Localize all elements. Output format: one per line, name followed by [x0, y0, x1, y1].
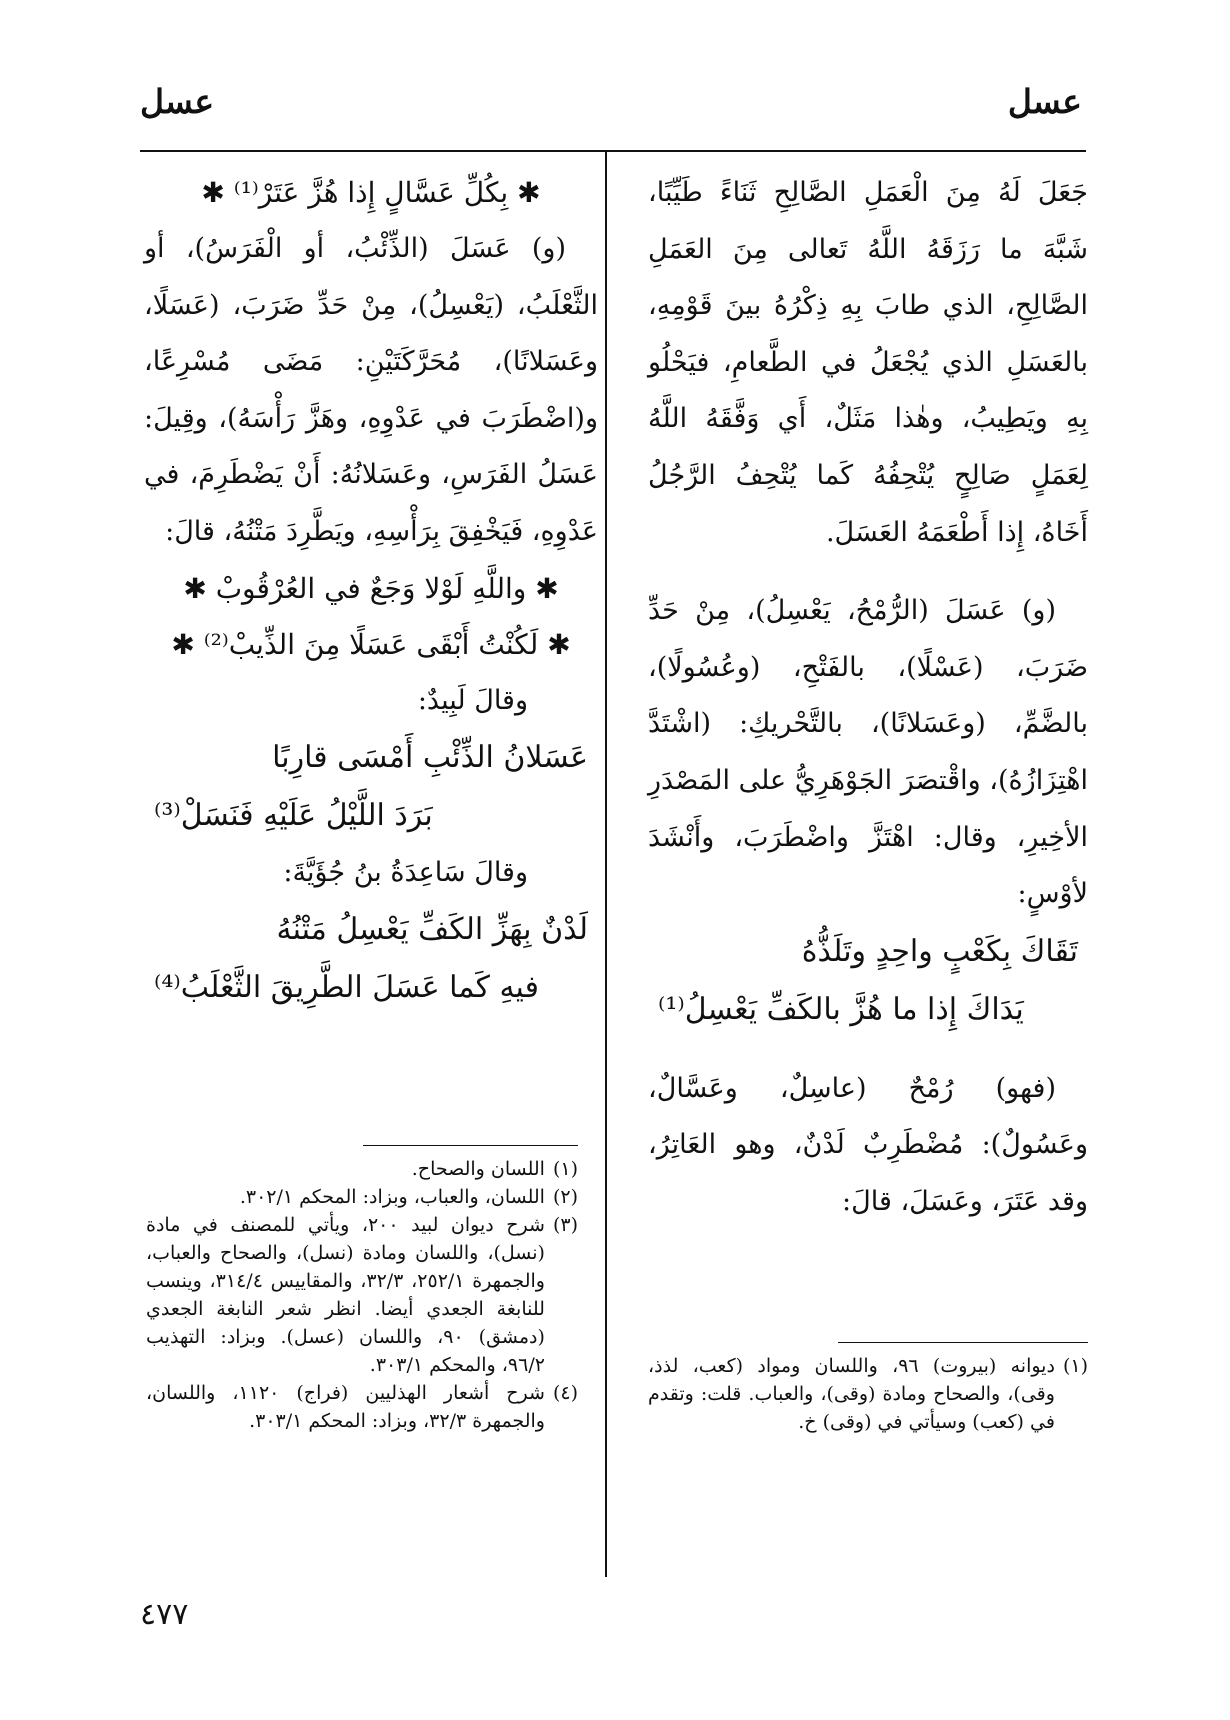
footnote [146, 1211, 578, 1379]
poem-line: بَرَدَ اللَّيْلُ عَلَيْهِ فَنَسَلْ⁽³⁾ [154, 797, 433, 833]
poem-line: لَدْنٌ بِهَزِّ الكَفِّ يَعْسِلُ مَتْنُهُ [276, 911, 588, 947]
right-paragraph-2: (و) عَسَلَ (الرُّمْحُ، يَعْسِلُ)، مِنْ حَدِّ ضَرَبَ، (عَسْلًا)، بالفَتْحِ، (وعُسُولًا)، بالضَّمِّ، (وعَسَلانًا)، بالتَّحْريكِ: (اشْتَدَّ اهْتِزَازُهُ)، واقْتصَرَ الجَوْهَرِيُّ على المَصْدَرِ الأخِيرِ، وقال: اهْتَزَّ واضْطَرَبَ، وأَنْشَدَ لأوْسٍ: [648, 595, 1088, 910]
right-paragraph-1: جَعَلَ لَهُ مِنَ الْعَمَلِ الصَّالِحِ ثَنَاءً طَيِّبًا، شَبَّهَ ما رَزَقَهُ اللَّهُ تَعالى مِنَ العَمَلِ الصَّالِحِ، الذي طابَ بِهِ ذِكْرُهُ بينَ قَوْمِهِ، بالعَسَلِ الذي يُجْعَلُ في الطَّعامِ، فيَحْلُو بِهِ ويَطِيبُ، وهٰذا مَثَلٌ، أَي وَفَّقَهُ اللَّهُ لِعَمَلٍ صَالِحٍ يُتْحِفُهُ كَما يُتْحِفُ الرَّجُلُ أَخَاهُ، إِذا أَطْعَمَهُ العَسَلَ. [648, 177, 1088, 548]
poem-line: فيهِ كَما عَسَلَ الطَّرِيقَ الثَّعْلَبُ⁽⁴⁾ [154, 969, 539, 1005]
page-number: ٤٧٧ [140, 1597, 189, 1632]
left-paragraph-1: (و) عَسَلَ (الذِّئْبُ، أو الْفَرَسُ)، أو الثَّعْلَبُ، (يَعْسِلُ)، مِنْ حَدِّ ضَرَبَ، (عَسَلًا، وعَسَلانًا)، مُحَرَّكَتَيْنِ: مَضَى مُسْرِعًا، و(اضْطَرَبَ في عَدْوِهِ، وهَزَّ رَأْسَهُ)، وقِيلَ: عَسَلُ الفَرَسِ، وعَسَلانُهُ: أَنْ يَضْطَرِمَ، في عَدْوِهِ، فَيَخْفِقَ بِرَأْسِهِ، ويَطَّرِدَ مَتْنُهُ، قالَ: [144, 233, 598, 547]
footnotes-right [648, 1352, 1088, 1436]
footnote-number: (٤) [552, 1382, 578, 1404]
footnote-text: اللسان، والعباب، وبزاد: المحكم ٣٠٢/١. [239, 1186, 545, 1208]
poem-line: يَدَاكَ إِذا ما هُزَّ بالكَفِّ يَعْسِلُ⁽¹⁾ [658, 991, 1024, 1027]
footnote [146, 1183, 578, 1211]
header-rule [140, 150, 1086, 152]
poem-intro: وقالَ لَبِيدٌ: [417, 684, 528, 716]
footnote-number: (١) [1062, 1355, 1088, 1377]
footnote-number: (٢) [552, 1186, 578, 1208]
running-header-left: عسل [140, 82, 215, 121]
right-column [648, 165, 1088, 1231]
footnote-text: شرح أشعار الهذليين (فراج) ١١٢٠، واللسان، والجمهرة ٣٢/٣، وبزاد: المحكم ٣٠٣/١. [146, 1382, 545, 1432]
footnote-number: (٣) [552, 1214, 578, 1236]
running-header-right: عسل [1007, 82, 1082, 121]
footnotes-left [146, 1155, 578, 1435]
poem-intro: وقالَ سَاعِدَةُ بنُ جُؤَيَّةَ: [283, 856, 528, 888]
footnote-text: شرح ديوان لبيد ٢٠٠، ويأتي للمصنف في مادة (نسل)، واللسان ومادة (نسل)، والصحاح والعباب، والجمهرة ٢٥٢/١، ٣٢/٣، والمقاييس ٣١٤/٤، وينسب للنابغة الجعدي أيضا. انظر شعر النابغة الجعدي (دمشق) ٩٠، واللسان (عسل). وبزاد: التهذيب ٩٦/٢، والمحكم ٣٠٣/١. [146, 1214, 545, 1376]
footnote [648, 1352, 1088, 1436]
poem-line: تَقَاكَ بِكَعْبٍ واحِدٍ وتَلَذُّهُ [801, 933, 1078, 969]
verse-line: ✱ بِكُلِّ عَسَّالٍ إِذا هُزَّ عَتَرْ⁽¹⁾ ✱ [144, 165, 598, 221]
poem-line: عَسَلانُ الذِّئْبِ أَمْسَى قارِبًا [272, 739, 588, 775]
footnote-text: ديوانه (بيروت) ٩٦، واللسان ومواد (كعب، لذذ، وقى)، والصحاح ومادة (وقى)، والعباب. قلت: وتقدم في (كعب) وسيأتي في (وقى) خ. [648, 1355, 1055, 1433]
verse-line: ✱ لَكُنْتُ أَبْقَى عَسَلًا مِنَ الذِّيبْ⁽²⁾ ✱ [144, 617, 598, 673]
verse-line: ✱ واللَّهِ لَوْلا وَجَعٌ في العُرْقُوبْ ✱ [144, 561, 598, 617]
footnote-rule-left [363, 1145, 578, 1146]
right-paragraph-3: (فهو) رُمْحٌ (عاسِلٌ، وعَسَّالٌ، وعَسُولٌ): مُضْطَرِبٌ لَدْنٌ، وهو العَاتِرُ، وقد عَتَرَ، وعَسَلَ، قالَ: [648, 1072, 1088, 1217]
footnote-rule-right [838, 1342, 1088, 1343]
footnote-text: اللسان والصحاح. [411, 1158, 545, 1180]
footnote [146, 1379, 578, 1435]
footnote-number: (١) [552, 1158, 578, 1180]
footnote [146, 1155, 578, 1183]
column-divider [605, 152, 607, 1577]
left-column [144, 165, 598, 1017]
